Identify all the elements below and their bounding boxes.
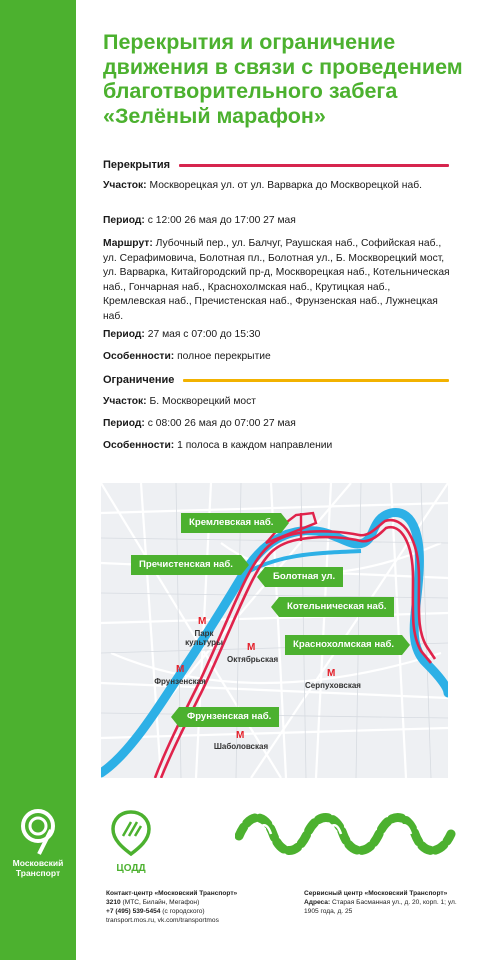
station-park-kultury: Парк культуры — [185, 629, 223, 647]
moscow-transport-nine-icon — [17, 808, 59, 856]
metro-icon-park-kultury: M — [198, 616, 207, 627]
closures-route-value: Лубочный пер., ул. Балчуг, Раушская наб., Софийская наб., ул. Серафимовича, Болотная пл., Болотная ул., Б. Москворецкий мост, ул. Варварка, Китайгородский пр-д, Москворецкая наб., Котельническая наб., Гончарная наб., Краснохолмская наб., Крутицкая наб., Кремлевская наб., Пречистенская наб., Фрунзенская наб., Лужнецкая наб. — [103, 238, 450, 322]
brand-line1: Московский — [12, 858, 64, 868]
codd-pin-icon — [111, 810, 151, 856]
closures-features-value: полное перекрытие — [177, 351, 271, 362]
restriction-header — [103, 373, 449, 387]
station-serpukhovskaya: Серпуховская — [305, 681, 361, 690]
restriction-features-value: 1 полоса в каждом направлении — [177, 440, 333, 451]
codd-label: ЦОДД — [116, 863, 146, 874]
contact-center-info — [106, 889, 286, 925]
sidebar — [0, 0, 76, 960]
station-shabolovskaya: Шаболовская — [213, 742, 269, 751]
closures-period2-label: Период: — [103, 329, 145, 340]
tag-kremlevskaya: Кремлевская наб. — [181, 513, 281, 533]
route-map[interactable] — [101, 483, 448, 778]
restriction-period — [103, 417, 453, 432]
closures-site-value: Москворецкая ул. от ул. Варварка до Москворецкой наб. — [149, 180, 422, 191]
metro-icon-oktyabrskaya: M — [247, 642, 256, 653]
restriction-period-value: с 08:00 26 мая до 07:00 27 мая — [147, 418, 296, 429]
closures-site — [103, 179, 453, 194]
contact-title: Контакт-центр «Московский Транспорт» — [106, 890, 238, 897]
closures-period1-value: с 12:00 26 мая до 17:00 27 мая — [147, 215, 296, 226]
restriction-divider — [183, 379, 449, 382]
service-center-info — [304, 889, 464, 916]
metro-icon-shabolovskaya: M — [236, 730, 245, 741]
brand-line2: Транспорт — [15, 868, 61, 878]
contact-short-number[interactable]: 3210 — [106, 899, 121, 906]
closures-route-label: Маршрут: — [103, 238, 153, 249]
codd-logo — [106, 810, 156, 874]
closures-divider — [179, 164, 449, 167]
closures-route — [103, 237, 453, 324]
service-address-label: Адреса: — [304, 899, 331, 906]
station-oktyabrskaya: Октябрьская — [227, 655, 279, 664]
closures-period2 — [103, 328, 453, 343]
restriction-period-label: Период: — [103, 418, 145, 429]
tag-bolotnaya: Болотная ул. — [265, 567, 343, 587]
marathon-wave-graphic — [235, 806, 463, 864]
closures-site-label: Участок: — [103, 180, 147, 191]
tag-frunzenskaya: Фрунзенская наб. — [179, 707, 279, 727]
restriction-heading: Ограничение — [103, 374, 175, 386]
closures-period2-value: 27 мая с 07:00 до 15:30 — [147, 329, 261, 340]
tag-prechistenskaya: Пречистенская наб. — [131, 555, 241, 575]
contact-web-links[interactable]: transport.mos.ru, vk.com/transportmos — [106, 917, 219, 924]
closures-features — [103, 350, 453, 365]
tag-kotelnicheskaya: Котельническая наб. — [279, 597, 394, 617]
restriction-site-label: Участок: — [103, 396, 147, 407]
metro-icon-serpukhovskaya: M — [327, 668, 336, 679]
restriction-site-value: Б. Москворецкий мост — [149, 396, 257, 407]
closures-period1 — [103, 214, 453, 229]
contact-phone[interactable]: +7 (495) 539-5454 — [106, 908, 161, 915]
contact-short-note: (МТС, Билайн, Мегафон) — [122, 899, 200, 906]
restriction-features-label: Особенности: — [103, 440, 175, 451]
tag-krasnokholmskaya: Краснохолмская наб. — [285, 635, 402, 655]
service-title: Сервисный центр «Московский Транспорт» — [304, 890, 448, 897]
closures-heading: Перекрытия — [103, 159, 171, 171]
moscow-transport-logo — [8, 808, 68, 878]
restriction-features — [103, 439, 453, 454]
contact-phone-note: (с городского) — [162, 908, 205, 915]
page-title: Перекрытия и ограничение движения в связи с проведением благотворительного забега «Зелёный марафон» — [103, 30, 463, 128]
closures-header — [103, 158, 449, 172]
restriction-site — [103, 395, 453, 410]
service-address: Старая Басманная ул., д. 20, корп. 1; ул. 1905 года, д. 25 — [304, 899, 457, 915]
closures-features-label: Особенности: — [103, 351, 175, 362]
metro-icon-frunzenskaya: M — [176, 664, 185, 675]
station-frunzenskaya: Фрунзенская — [154, 677, 206, 686]
closures-period1-label: Период: — [103, 215, 145, 226]
